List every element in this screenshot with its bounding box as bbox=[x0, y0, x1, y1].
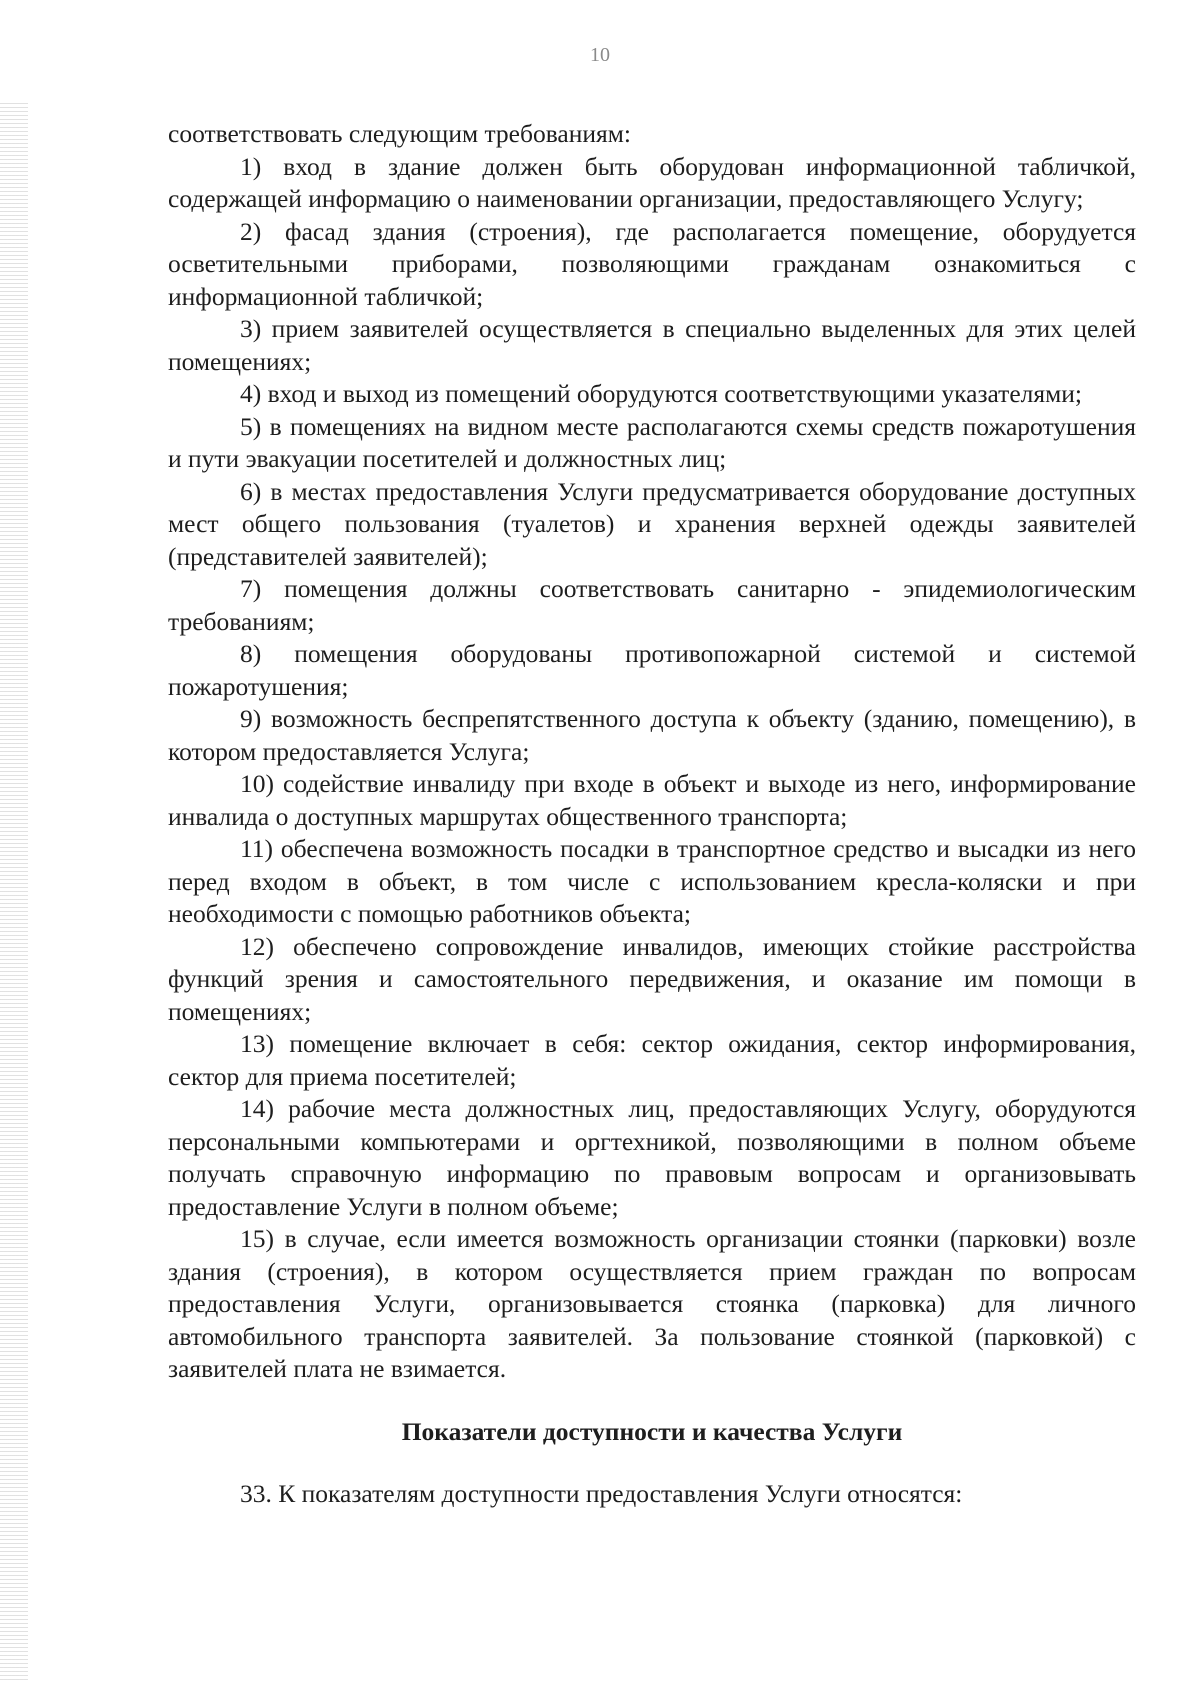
list-item: 1) вход в здание должен быть оборудован информационной табличкой, содержащей информацию о наименовании организации, предоставляющего Услугу; bbox=[168, 151, 1136, 213]
list-item: 5) в помещениях на видном месте располагаются схемы средств пожаротушения и пути эвакуации посетителей и должностных лиц; bbox=[168, 411, 1136, 473]
list-item: 3) прием заявителей осуществляется в специально выделенных для этих целей помещениях; bbox=[168, 314, 1136, 376]
list-item: 13) помещение включает в себя: сектор ожидания, сектор информирования, сектор для приема посетителей; bbox=[168, 1029, 1136, 1091]
paragraph-33: 33. К показателям доступности предоставления Услуги относятся: bbox=[240, 1479, 963, 1508]
list-item: 6) в местах предоставления Услуги предусматривается оборудование доступных мест общего пользования (туалетов) и хранения верхней одежды заявителей (представителей заявителей); bbox=[168, 476, 1136, 571]
list-item: 11) обеспечена возможность посадки в транспортное средство и высадки из него перед входом в объект, в том числе с использованием кресла-коляски и при необходимости с помощью работников объекта; bbox=[168, 834, 1136, 928]
list-item: 10) содействие инвалиду при входе в объект и выходе из него, информирование инвалида о доступных маршрутах общественного транспорта; bbox=[168, 769, 1136, 831]
section-heading: Показатели доступности и качества Услуги bbox=[401, 1416, 903, 1446]
list-item: 9) возможность беспрепятственного доступа к объекту (зданию, помещению), в котором предоставляется Услуга; bbox=[168, 704, 1136, 766]
intro-line: соответствовать следующим требованиям: bbox=[168, 119, 631, 148]
list-item: 7) помещения должны соответствовать санитарно - эпидемиологическим требованиям; bbox=[168, 574, 1136, 636]
list-item: 12) обеспечено сопровождение инвалидов, имеющих стойкие расстройства функций зрения и самостоятельного передвижения, и оказание им помощи в помещениях; bbox=[168, 931, 1136, 1026]
list-item: 2) фасад здания (строения), где располагается помещение, оборудуется осветительными приборами, позволяющими гражданам ознакомиться с информационной табличкой; bbox=[168, 216, 1136, 311]
list-item: 15) в случае, если имеется возможность организации стоянки (парковки) возле здания (строения), в котором осуществляется прием граждан по вопросам предоставления Услуги, организовывается стоянка (парковка) для личного автомобильного транспорта заявителей. За пользование стоянкой (парковкой) с заявителей плата не взимается. bbox=[168, 1224, 1136, 1383]
list-item: 8) помещения оборудованы противопожарной системой и системой пожаротушения; bbox=[168, 639, 1136, 701]
list-item: 4) вход и выход из помещений оборудуются соответствующими указателями; bbox=[240, 379, 1082, 408]
scan-edge-artifact bbox=[0, 100, 28, 1680]
document-body bbox=[168, 118, 1136, 1511]
list-item: 14) рабочие места должностных лиц, предоставляющих Услугу, оборудуются персональными компьютерами и оргтехникой, позволяющими в полном объеме получать справочную информацию по правовым вопросам и организовывать предоставление Услуги в полном объеме; bbox=[168, 1094, 1136, 1221]
page-number: 10 bbox=[590, 44, 610, 66]
